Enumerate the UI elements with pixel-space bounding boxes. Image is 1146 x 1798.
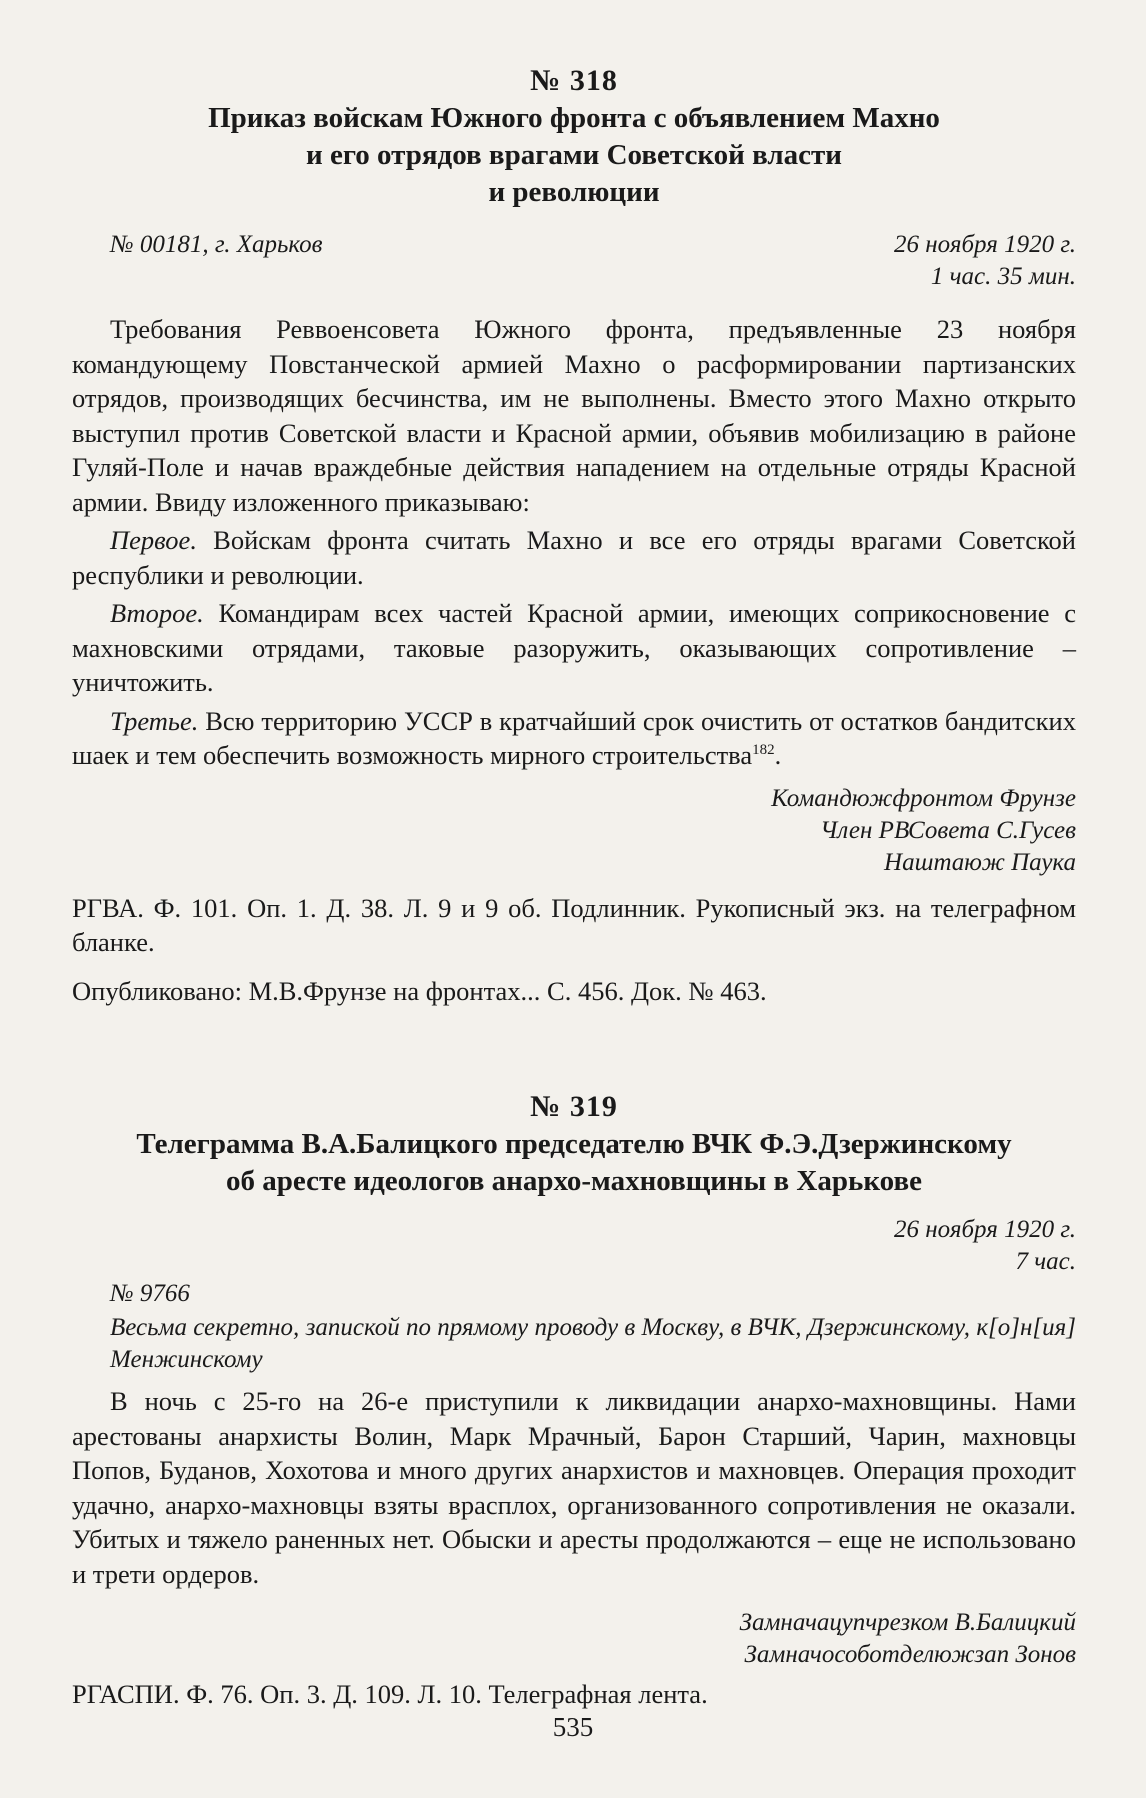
doc319-archive-ref: РГАСПИ. Ф. 76. Оп. 3. Д. 109. Л. 10. Телеграфная лента. [72,1679,708,1709]
doc318-archive-ref: РГВА. Ф. 101. Оп. 1. Д. 38. Л. 9 и 9 об. Подлинник. Рукописный экз. на телеграфном бланке. [72,892,1076,957]
doc318-point-2-label: Второе. [110,598,204,628]
doc318-signature-2: Член РВСовета С.Гусев [820,816,1076,844]
doc318-point-2-text: Командирам всех частей Красной армии, имеющих соприкосновение с махновскими отрядами, таковые разоружить, оказывающих сопротивление – уничтожить. [72,598,1076,697]
doc318-point-3 [72,704,1076,773]
footnote-ref[interactable]: 182 [752,742,775,759]
doc318-point-1-label: Первое. [110,525,197,555]
doc319-signature-2: Замначособотделюжзап Зонов [744,1641,1076,1668]
doc319-time: 7 час. [1015,1248,1076,1275]
doc319-title-line2: об аресте идеологов анархо-махновщины в Харькове [226,1165,922,1197]
doc318-paragraph-1: Требования Реввоенсовета Южного фронта, предъявленные 23 ноября командующему Повстанческой армией Махно о расформировании партизанских отрядов, производящих бесчинства, им не выполнены. Вместо этого Махно открыто выступил против Советской власти и Красной армии, объявив мобилизацию в районе Гуляй-Поле и начав враждебные действия нападением на отдельные отряды Красной армии. Ввиду изложенного приказываю: [72,314,1076,517]
doc319-address: Весьма секретно, запиской по прямому проводу в Москву, в ВЧК, Дзержинскому, к[о]н[ия] Менжинскому [110,1314,1076,1373]
doc318-date: 26 ноября 1920 г. [894,231,1076,258]
doc318-title-line2: и его отрядов врагами Советской власти [306,139,842,171]
doc319-ref: № 9766 [110,1280,190,1307]
doc318-point-2 [72,596,1076,700]
doc318-ref: № 00181, г. Харьков [110,231,323,258]
doc318-point-3-label: Третье. [110,705,199,736]
doc318-signature-3: Наштаюж Паука [884,848,1076,876]
doc318-published-ref: Опубликовано: М.В.Фрунзе на фронтах... С. 456. Док. № 463. [72,975,767,1006]
doc318-point-1-text: Войскам фронта считать Махно и все его отряды врагами Советской республики и революции. [72,525,1076,590]
doc318-title-line3: и революции [488,176,660,208]
doc318-title-line1: Приказ войскам Южного фронта с объявлением Махно [208,102,940,134]
doc319-paragraph-1: В ночь с 25-го на 26-е приступили к ликвидации анархо-махновщины. Нами арестованы анархисты Волин, Марк Мрачный, Барон Старший, Чарин, махновцы Попов, Буданов, Хохотова и много других анархистов и махновцев. Операция проходит удачно, анархо-махновцы взяты врасплох, организованного сопротивления не оказали. Убитых и тяжело раненных нет. Обыски и аресты продолжаются – еще не использовано и трети ордеров. [72,1386,1076,1589]
doc319-date: 26 ноября 1920 г. [894,1216,1076,1243]
doc318-time: 1 час. 35 мин. [930,263,1076,290]
doc318-point-3-text: Всю территорию УССР в кратчайший срок очистить от остатков бандитских шаек и тем обеспечить возможность мирного строительства [72,705,1076,770]
doc319-number: № 319 [530,1090,618,1123]
doc318-point-3-end: . [774,740,782,770]
doc319-signature-1: Замначацупчрезком В.Балицкий [739,1609,1076,1636]
doc318-point-1 [72,523,1076,592]
doc318-number: № 318 [530,64,618,97]
doc319-title-line1: Телеграмма В.А.Балицкого председателю ВЧК Ф.Э.Дзержинскому [136,1128,1012,1160]
doc318-meta [72,229,1076,261]
doc318-signature-1: Командюжфронтом Фрунзе [771,784,1076,812]
page-number: 535 [552,1712,594,1742]
